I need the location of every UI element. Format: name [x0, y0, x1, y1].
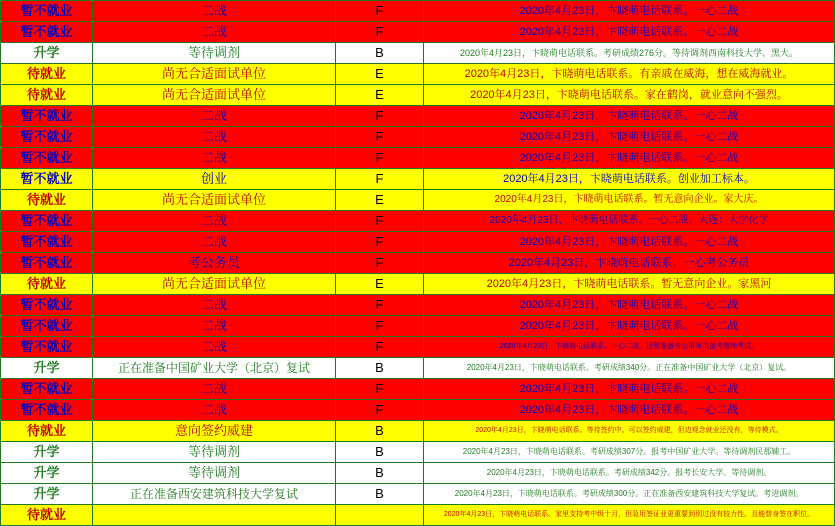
table-row [1, 1, 835, 22]
cell-note[interactable]: 2020年4月23日，卞晓萌电话联系。家里支持考中级十月，但急用签证业更重要到别过没有较力性。且能替身签在职位。 [424, 505, 835, 526]
cell-grade[interactable]: B [336, 442, 424, 463]
cell-note[interactable]: 2020年4月23日，卞晓萌电话联系。考研成绩300分。正在准备西安建筑科技大学复试。考进调剂。 [424, 484, 835, 505]
table-row [1, 190, 835, 211]
cell-plan[interactable]: 意向签约威建 [93, 421, 336, 442]
cell-note[interactable]: 2020年4月23日，卞晓萌电话联系。一心二战。还想准备考公事务员备考教师考试。 [424, 337, 835, 358]
cell-grade[interactable]: F [336, 148, 424, 169]
cell-plan[interactable]: 尚无合适面试单位 [93, 190, 336, 211]
cell-employment-status[interactable]: 升学 [1, 442, 93, 463]
table-row [1, 505, 835, 526]
cell-plan[interactable]: 等待调剂 [93, 43, 336, 64]
cell-grade[interactable]: F [336, 379, 424, 400]
table-row [1, 316, 835, 337]
cell-plan[interactable]: 等待调剂 [93, 463, 336, 484]
cell-note[interactable]: 2020年4月23日，卞晓萌电话联系。一心二战 [424, 400, 835, 421]
cell-employment-status[interactable]: 暂不就业 [1, 127, 93, 148]
cell-plan[interactable]: 二战 [93, 379, 336, 400]
cell-plan[interactable]: 二战 [93, 148, 336, 169]
cell-grade[interactable]: B [336, 358, 424, 379]
cell-note[interactable]: 2020年4月23日，卞晓萌电话联系。等待签约中。可以签约威建，但边观念就业还没有，等待模式。 [424, 421, 835, 442]
cell-note[interactable]: 2020年4月23日，卞晓萌电话联系。一心二战 [424, 106, 835, 127]
cell-plan[interactable]: 等待调剂 [93, 442, 336, 463]
cell-grade[interactable]: B [336, 43, 424, 64]
cell-note[interactable]: 2020年4月23日，卞晓萌电话联系。一心二战 [424, 295, 835, 316]
cell-grade[interactable]: F [336, 169, 424, 190]
cell-note[interactable]: 2020年4月23日，卞晓萌电话联系。一心二战 [424, 148, 835, 169]
cell-employment-status[interactable]: 暂不就业 [1, 22, 93, 43]
cell-employment-status[interactable]: 待就业 [1, 505, 93, 526]
cell-employment-status[interactable]: 待就业 [1, 274, 93, 295]
cell-grade[interactable]: E [336, 274, 424, 295]
cell-grade[interactable]: F [336, 316, 424, 337]
cell-employment-status[interactable]: 待就业 [1, 421, 93, 442]
cell-note[interactable]: 2020年4月23日，卞晓萌电话联系。一心二战 [424, 22, 835, 43]
cell-grade[interactable]: F [336, 232, 424, 253]
cell-plan[interactable]: 二战 [93, 316, 336, 337]
cell-note[interactable]: 2020年4月23日，卞晓萌电话联系。家在鹤岗，就业意向不强烈。 [424, 85, 835, 106]
cell-plan[interactable]: 二战 [93, 211, 336, 232]
table-row [1, 358, 835, 379]
cell-employment-status[interactable]: 待就业 [1, 190, 93, 211]
table-row [1, 169, 835, 190]
cell-note[interactable]: 2020年4月23日，卞晓萌电话联系。一心二战 [424, 127, 835, 148]
table-row [1, 211, 835, 232]
cell-grade[interactable]: F [336, 337, 424, 358]
cell-employment-status[interactable]: 暂不就业 [1, 316, 93, 337]
cell-employment-status[interactable]: 升学 [1, 484, 93, 505]
table-row [1, 337, 835, 358]
cell-plan[interactable]: 二战 [93, 400, 336, 421]
cell-grade[interactable]: F [336, 106, 424, 127]
table-row [1, 43, 835, 64]
cell-grade[interactable]: F [336, 295, 424, 316]
cell-plan[interactable]: 创业 [93, 169, 336, 190]
table-row [1, 127, 835, 148]
cell-plan[interactable]: 正在准备中国矿业大学（北京）复试 [93, 358, 336, 379]
cell-plan[interactable]: 二战 [93, 22, 336, 43]
cell-note[interactable]: 2020年4月23日，卞晓萌电话联系。暂无意向企业。家大庆。 [424, 190, 835, 211]
cell-grade[interactable]: B [336, 463, 424, 484]
cell-employment-status[interactable]: 待就业 [1, 64, 93, 85]
table-row [1, 85, 835, 106]
table-row [1, 232, 835, 253]
table-row [1, 421, 835, 442]
table-row [1, 295, 835, 316]
cell-employment-status[interactable]: 升学 [1, 43, 93, 64]
cell-plan[interactable]: 尚无合适面试单位 [93, 85, 336, 106]
cell-grade[interactable]: F [336, 253, 424, 274]
cell-employment-status[interactable]: 升学 [1, 463, 93, 484]
cell-note[interactable]: 2020年4月23日，卞晓萌电话联系。一心二战 [424, 379, 835, 400]
cell-note[interactable]: 2020年4月23日，卞晓萌电话联系。一心二战 [424, 1, 835, 22]
cell-grade[interactable]: E [336, 85, 424, 106]
cell-note[interactable]: 2020年4月23日，卞晓萌电话联系。一心二战 [424, 316, 835, 337]
table-row [1, 253, 835, 274]
cell-plan[interactable]: 二战 [93, 1, 336, 22]
cell-employment-status[interactable]: 暂不就业 [1, 400, 93, 421]
cell-employment-status[interactable]: 暂不就业 [1, 253, 93, 274]
cell-plan[interactable]: 二战 [93, 106, 336, 127]
table-row [1, 148, 835, 169]
cell-plan[interactable]: 二战 [93, 337, 336, 358]
cell-grade[interactable]: B [336, 421, 424, 442]
cell-note[interactable]: 2020年4月23日，卞晓萌电话联系。考研成绩340分。正在准备中国矿业大学（北京）复试。 [424, 358, 835, 379]
cell-note[interactable]: 2020年4月23日，卞晓萌电话联系。一心二战。大连：大学化学 [424, 211, 835, 232]
cell-grade[interactable]: F [336, 211, 424, 232]
cell-grade[interactable]: F [336, 400, 424, 421]
cell-plan[interactable]: 二战 [93, 295, 336, 316]
cell-employment-status[interactable]: 暂不就业 [1, 379, 93, 400]
cell-grade[interactable] [336, 505, 424, 526]
table-row [1, 484, 835, 505]
cell-employment-status[interactable]: 暂不就业 [1, 337, 93, 358]
cell-note[interactable]: 2020年4月23日，卞晓萌电话联系。一心考公务员 [424, 253, 835, 274]
cell-employment-status[interactable]: 暂不就业 [1, 211, 93, 232]
cell-note[interactable]: 2020年4月23日，卞晓萌电话联系。考研成绩276分。等待调剂西南科技大学、黑大。 [424, 43, 835, 64]
table-row [1, 64, 835, 85]
table-row [1, 400, 835, 421]
cell-note[interactable]: 2020年4月23日，卞晓萌电话联系。创业加工标本。 [424, 169, 835, 190]
cell-employment-status[interactable]: 待就业 [1, 85, 93, 106]
cell-grade[interactable]: F [336, 22, 424, 43]
table-row [1, 463, 835, 484]
cell-plan[interactable] [93, 505, 336, 526]
cell-plan[interactable]: 正在准备西安建筑科技大学复试 [93, 484, 336, 505]
cell-note[interactable]: 2020年4月23日，卞晓萌电话联系。考研成绩307分。报考中国矿业大学。等待调剂民那辅工。 [424, 442, 835, 463]
table-row [1, 106, 835, 127]
cell-employment-status[interactable]: 暂不就业 [1, 295, 93, 316]
cell-grade[interactable]: E [336, 190, 424, 211]
table-row [1, 442, 835, 463]
cell-employment-status[interactable]: 暂不就业 [1, 232, 93, 253]
cell-employment-status[interactable]: 暂不就业 [1, 106, 93, 127]
cell-grade[interactable]: B [336, 484, 424, 505]
cell-employment-status[interactable]: 暂不就业 [1, 169, 93, 190]
cell-plan[interactable]: 二战 [93, 127, 336, 148]
cell-note[interactable]: 2020年4月23日，卞晓萌电话联系。考研成绩342分。报考长安大学。等待调剂。 [424, 463, 835, 484]
cell-grade[interactable]: E [336, 64, 424, 85]
table-row [1, 274, 835, 295]
cell-plan[interactable]: 尚无合适面试单位 [93, 64, 336, 85]
cell-note[interactable]: 2020年4月23日，卞晓萌电话联系。一心二战 [424, 232, 835, 253]
cell-employment-status[interactable]: 暂不就业 [1, 148, 93, 169]
cell-plan[interactable]: 二战 [93, 232, 336, 253]
cell-plan[interactable]: 尚无合适面试单位 [93, 274, 336, 295]
cell-note[interactable]: 2020年4月23日，卞晓萌电话联系。暂无意向企业。家黑河 [424, 274, 835, 295]
cell-employment-status[interactable]: 升学 [1, 358, 93, 379]
table-row [1, 379, 835, 400]
cell-grade[interactable]: F [336, 127, 424, 148]
cell-note[interactable]: 2020年4月23日，卞晓萌电话联系。有亲戚在威海，想在威海就业。 [424, 64, 835, 85]
cell-plan[interactable]: 考公务员 [93, 253, 336, 274]
cell-grade[interactable]: F [336, 1, 424, 22]
cell-employment-status[interactable]: 暂不就业 [1, 1, 93, 22]
table-row [1, 22, 835, 43]
